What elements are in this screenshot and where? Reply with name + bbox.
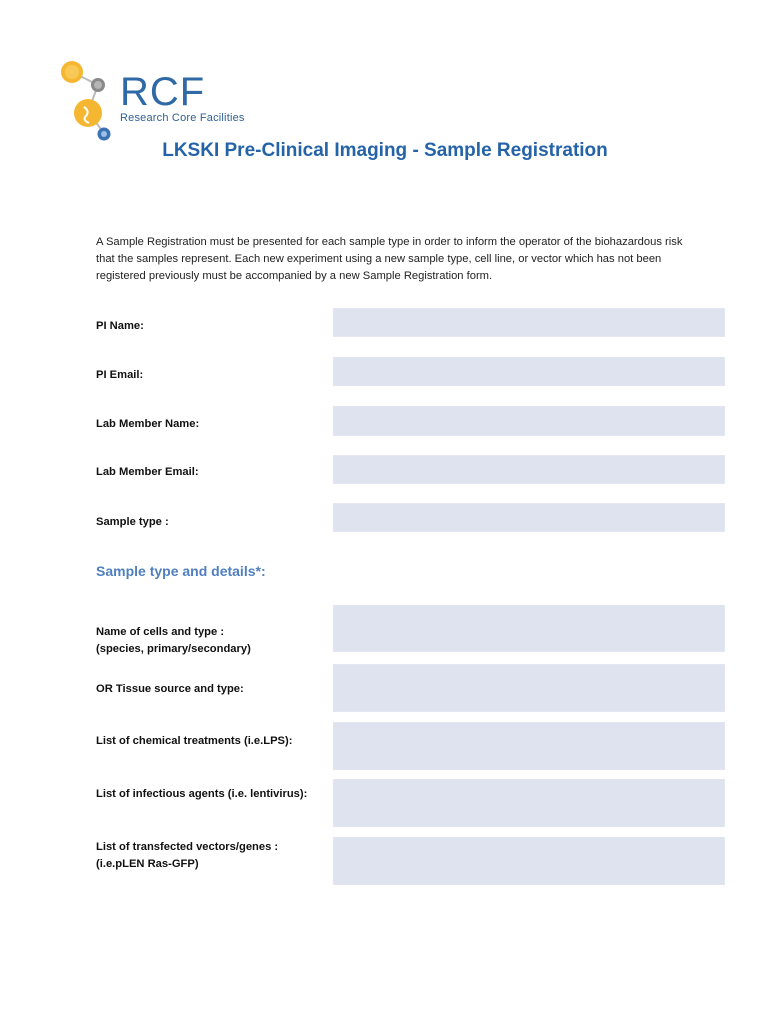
pi-name-field[interactable] bbox=[333, 308, 725, 337]
lab-member-name-label: Lab Member Name: bbox=[96, 418, 200, 430]
page-title: LKSKI Pre-Clinical Imaging - Sample Registration bbox=[162, 140, 608, 161]
vectors-label bbox=[96, 839, 278, 873]
section-heading: Sample type and details*: bbox=[96, 563, 266, 579]
lab-member-email-field[interactable] bbox=[333, 455, 725, 484]
infectious-field[interactable] bbox=[333, 779, 725, 827]
tissue-label: OR Tissue source and type: bbox=[96, 683, 244, 695]
lab-member-email-label: Lab Member Email: bbox=[96, 466, 199, 478]
chemical-field[interactable] bbox=[333, 722, 725, 770]
infectious-label: List of infectious agents (i.e. lentivirus): bbox=[96, 788, 308, 800]
tissue-field[interactable] bbox=[333, 664, 725, 712]
logo-subtitle: Research Core Facilities bbox=[120, 112, 245, 124]
cells-label-line2: (species, primary/secondary) bbox=[96, 643, 251, 655]
cells-field[interactable] bbox=[333, 605, 725, 652]
vectors-label-line2: (i.e.pLEN Ras-GFP) bbox=[96, 858, 199, 870]
sample-type-field[interactable] bbox=[333, 503, 725, 532]
cells-label-line1: Name of cells and type : bbox=[96, 626, 225, 638]
intro-paragraph: A Sample Registration must be presented for each sample type in order to inform the operator of the biohazardous risk that the samples represent. Each new experiment using a new sample type, cell line, or vector which has not been registered previously must be accompanied by a new Sample Registration form. bbox=[96, 236, 683, 282]
cells-label bbox=[96, 624, 251, 658]
chemical-label: List of chemical treatments (i.e.LPS): bbox=[96, 735, 293, 747]
pi-name-label: PI Name: bbox=[96, 320, 144, 332]
lab-member-name-field[interactable] bbox=[333, 406, 725, 436]
pi-email-label: PI Email: bbox=[96, 369, 144, 381]
vectors-field[interactable] bbox=[333, 837, 725, 885]
logo-name: RCF bbox=[120, 70, 206, 114]
vectors-label-line1: List of transfected vectors/genes : bbox=[96, 841, 279, 853]
sample-type-label: Sample type : bbox=[96, 516, 169, 528]
pi-email-field[interactable] bbox=[333, 357, 725, 386]
rcf-logo bbox=[60, 58, 260, 148]
